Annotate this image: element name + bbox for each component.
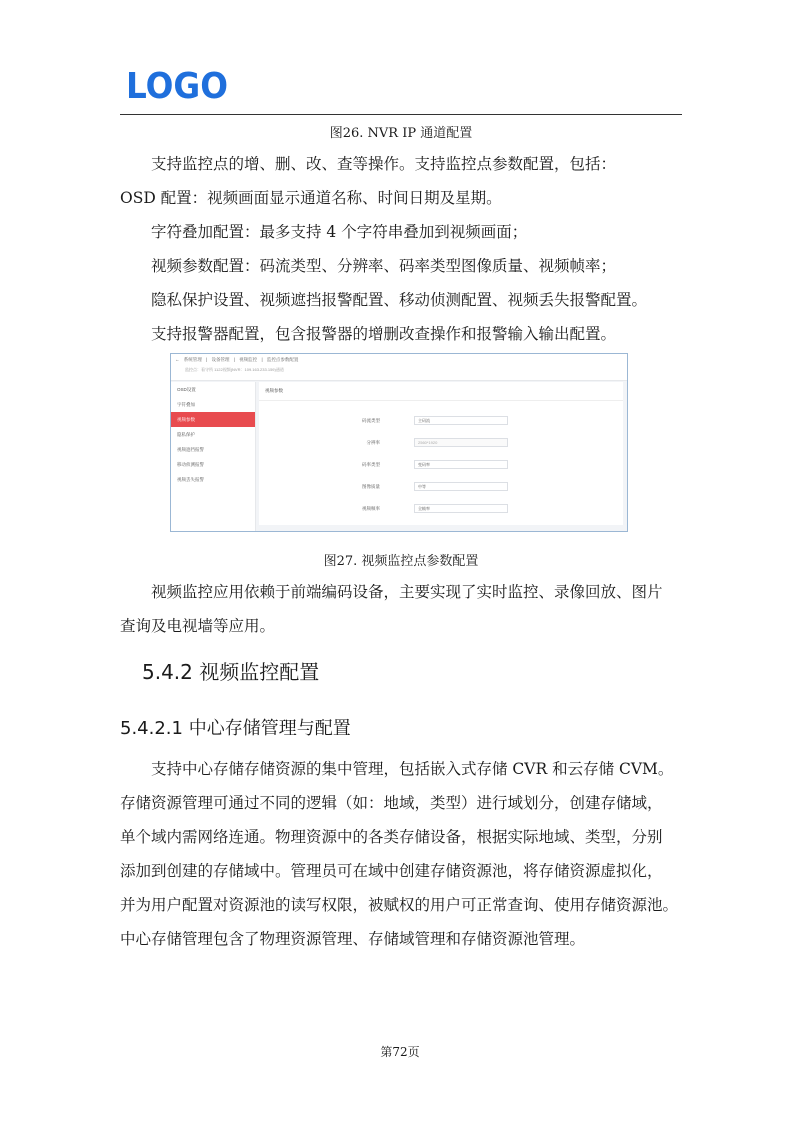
field-image-quality	[259, 482, 623, 492]
breadcrumb-separator: |	[233, 357, 235, 362]
breadcrumb-current: 监控点参数配置	[266, 357, 299, 362]
paragraph-video-apps	[120, 575, 682, 643]
field-label: 分辨率	[366, 440, 380, 445]
field-label: 码流类型	[362, 418, 380, 423]
paragraph-monitoring-points	[120, 147, 682, 351]
sidebar-item-video-params[interactable]: 视频参数	[171, 412, 255, 427]
breadcrumb-item[interactable]: 视频监控	[239, 357, 258, 362]
frame-rate-select[interactable]: 全帧率	[414, 504, 508, 513]
text-line: 支持报警器配置，包含报警器的增删改查操作和报警输入输出配置。	[151, 325, 617, 343]
video-params-panel	[259, 382, 623, 525]
text-line: 中心存储管理包含了物理资源管理、存储域管理和存储资源池管理。	[120, 930, 586, 948]
field-resolution	[259, 438, 623, 448]
breadcrumb-item[interactable]: 系统管理	[183, 357, 202, 362]
breadcrumb-separator: |	[261, 357, 263, 362]
text-line: 存储资源管理可通过不同的逻辑（如：地域，类型）进行域划分，创建存储域，	[120, 794, 663, 812]
sidebar-item-privacy[interactable]: 隐私保护	[177, 432, 195, 437]
text-line: 视频监控应用依赖于前端编码设备，主要实现了实时监控、录像回放、图片	[151, 583, 663, 601]
sidebar-item-char-overlay[interactable]: 字符叠加	[177, 402, 195, 407]
sidebar-item-osd[interactable]: OSD设置	[177, 387, 196, 392]
breadcrumb	[175, 357, 301, 363]
text-line: 支持监控点的增、删、改、查等操作。支持监控点参数配置，包括：	[151, 155, 617, 173]
field-frame-rate	[259, 504, 623, 514]
text-line: 并为用户配置对资源池的读写权限，被赋权的用户可正常查询、使用存储资源池。	[120, 896, 679, 914]
text-line: 单个域内需网络连通。物理资源中的各类存储设备，根据实际地域、类型，分别	[120, 828, 663, 846]
figure-27-screenshot	[170, 353, 628, 532]
logo	[126, 68, 230, 102]
bitrate-type-select[interactable]: 变码率	[414, 460, 508, 469]
header-divider	[120, 114, 682, 115]
sidebar-item-motion-alarm[interactable]: 移动侦测报警	[177, 462, 204, 467]
field-bitrate-type	[259, 460, 623, 470]
monitor-point-subtitle: 监控点：看守所 1122视频(NVR：109.163.233.159)通道	[185, 367, 284, 372]
paragraph-central-storage	[120, 752, 682, 956]
figure-27-caption: 图27. 视频监控点参数配置	[323, 554, 479, 569]
text-line: 视频参数配置：码流类型、分辨率、码率类型图像质量、视频帧率；	[151, 257, 617, 275]
field-label: 图像质量	[362, 484, 380, 489]
resolution-select: 2560*1920	[414, 438, 508, 447]
sidebar-item-video-loss-alarm[interactable]: 视频丢失报警	[177, 477, 204, 482]
subsection-heading: 5.4.2.1 中心存储管理与配置	[120, 718, 351, 739]
panel-divider	[259, 400, 623, 401]
figure-26-caption: 图26. NVR IP 通道配置	[329, 126, 473, 141]
screenshot-header	[171, 354, 627, 381]
text-line: 字符叠加配置：最多支持 4 个字符串叠加到视频画面；	[151, 223, 528, 241]
field-label: 码率类型	[362, 462, 380, 467]
breadcrumb-item[interactable]: 设备管理	[211, 357, 230, 362]
page-number: 第72页	[380, 1045, 420, 1059]
text-line: 查询及电视墙等应用。	[120, 617, 276, 635]
text-line: OSD 配置：视频画面显示通道名称、时间日期及星期。	[120, 189, 502, 207]
stream-type-select[interactable]: 主码流	[414, 416, 508, 425]
panel-title: 视频参数	[265, 388, 283, 393]
breadcrumb-separator: |	[206, 357, 208, 362]
settings-sidebar	[171, 382, 256, 531]
back-arrow-icon[interactable]: ←	[175, 357, 180, 362]
image-quality-select[interactable]: 中等	[414, 482, 508, 491]
text-line: 隐私保护设置、视频遮挡报警配置、移动侦测配置、视频丢失报警配置。	[151, 291, 648, 309]
field-label: 视频帧率	[362, 506, 380, 511]
field-stream-type	[259, 416, 623, 426]
text-line: 支持中心存储存储资源的集中管理，包括嵌入式存储 CVR 和云存储 CVM。	[151, 760, 674, 778]
logo-text: LOGO	[126, 68, 228, 102]
sidebar-item-tamper-alarm[interactable]: 视频遮挡报警	[177, 447, 204, 452]
section-heading: 5.4.2 视频监控配置	[142, 660, 320, 684]
text-line: 添加到创建的存储域中。管理员可在域中创建存储资源池，将存储资源虚拟化，	[120, 862, 663, 880]
